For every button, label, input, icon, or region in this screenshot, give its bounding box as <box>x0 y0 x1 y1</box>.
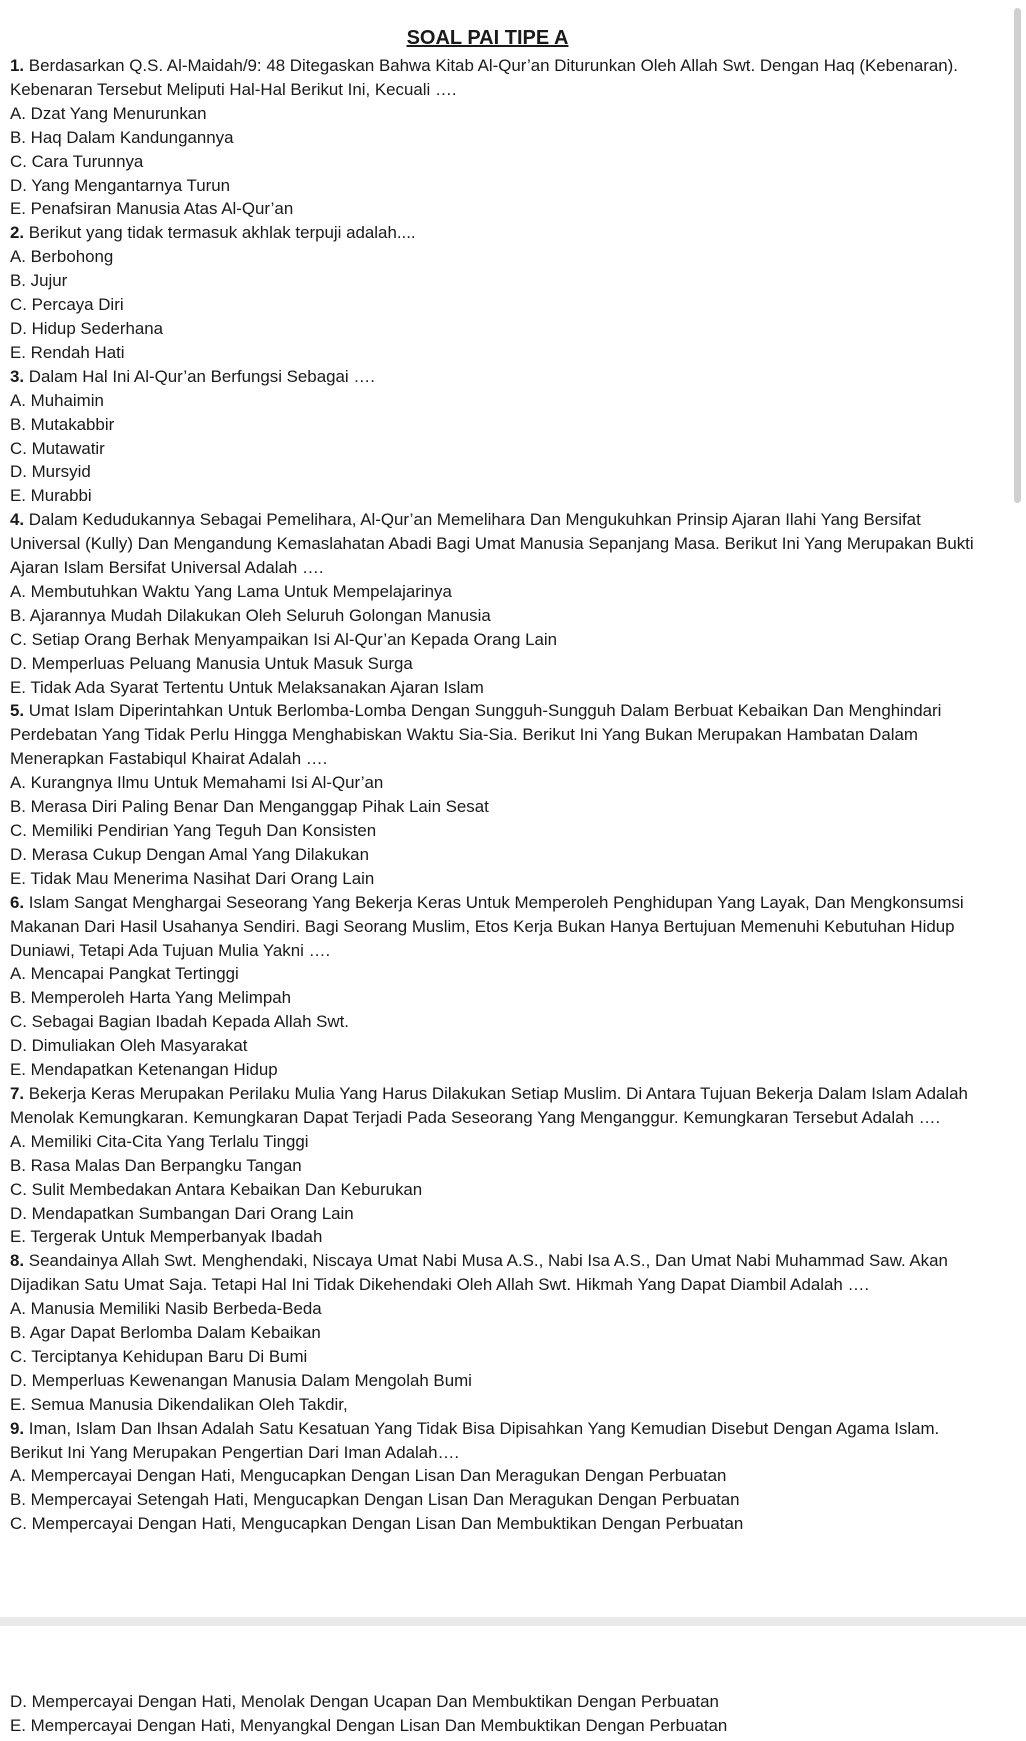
question-block <box>10 54 985 221</box>
answer-option: B. Merasa Diri Paling Benar Dan Menganggap Pihak Lain Sesat <box>10 797 489 817</box>
question-block <box>10 221 985 364</box>
question-block <box>10 699 985 890</box>
answer-option: A. Muhaimin <box>10 390 104 410</box>
answer-option: B. Mempercayai Setengah Hati, Mengucapkan Dengan Lisan Dan Meragukan Dengan Perbuatan <box>10 1490 740 1510</box>
answer-option: D. Merasa Cukup Dengan Amal Yang Dilakukan <box>10 844 369 864</box>
question-text <box>10 699 985 771</box>
question-block <box>10 1249 985 1416</box>
document-continuation <box>10 1690 985 1738</box>
question-stem: Umat Islam Diperintahkan Untuk Berlomba-Lomba Dengan Sungguh-Sungguh Dalam Berbuat Kebaikan Dan Menghindari Perdebatan Yang Tidak Perlu Hingga Menghabiskan Waktu Sia-Sia. Berikut Ini Yang Bukan Merupakan Hambatan Dalam Menerapkan Fastabiqul Khairat Adalah …. <box>10 701 942 769</box>
answer-option: E. Mempercayai Dengan Hati, Menyangkal Dengan Lisan Dan Membuktikan Dengan Perbuatan <box>10 1715 728 1735</box>
question-stem: Dalam Kedudukannya Sebagai Pemelihara, Al-Qur’an Memelihara Dan Mengukuhkan Prinsip Ajaran Ilahi Yang Bersifat Universal (Kully) Dan Mengandung Kemaslahatan Abadi Bagi Umat Manusia Sepanjang Masa. Berikut Ini Yang Merupakan Bukti Ajaran Islam Bersifat Universal Adalah …. <box>10 510 974 578</box>
answer-option: D. Mempercayai Dengan Hati, Menolak Dengan Ucapan Dan Membuktikan Dengan Perbuatan <box>10 1692 719 1711</box>
question-text <box>10 1249 985 1297</box>
answer-option: B. Agar Dapat Berlomba Dalam Kebaikan <box>10 1323 321 1343</box>
answer-option: C. Cara Turunnya <box>10 151 144 171</box>
question-text <box>10 1082 985 1130</box>
answer-option: C. Mempercayai Dengan Hati, Mengucapkan Dengan Lisan Dan Membuktikan Dengan Perbuatan <box>10 1514 744 1534</box>
question-text <box>10 365 985 389</box>
question-number: 2. <box>10 223 25 243</box>
question-text <box>10 508 985 580</box>
question-text <box>10 221 985 245</box>
answer-option: E. Tergerak Untuk Memperbanyak Ibadah <box>10 1227 323 1247</box>
answer-option: D. Dimuliakan Oleh Masyarakat <box>10 1036 248 1056</box>
answer-option: D. Hidup Sederhana <box>10 318 164 338</box>
answer-option: E. Semua Manusia Dikendalikan Oleh Takdir, <box>10 1394 348 1414</box>
answer-option: D. Yang Mengantarnya Turun <box>10 175 231 195</box>
document-body <box>10 24 985 1536</box>
question-stem: Berikut yang tidak termasuk akhlak terpuji adalah.... <box>28 223 416 243</box>
answer-option: D. Memperluas Kewenangan Manusia Dalam Mengolah Bumi <box>10 1370 472 1390</box>
question-stem: Iman, Islam Dan Ihsan Adalah Satu Kesatuan Yang Tidak Bisa Dipisahkan Yang Kemudian Disebut Dengan Agama Islam. Berikut Ini Yang Merupakan Pengertian Dari Iman Adalah…. <box>10 1418 940 1462</box>
question-block <box>10 508 985 699</box>
answer-option: C. Sebagai Bagian Ibadah Kepada Allah Swt. <box>10 1012 349 1032</box>
question-number: 3. <box>10 366 25 386</box>
scrollbar-thumb[interactable] <box>1014 8 1021 503</box>
question-text <box>10 54 985 102</box>
question-number: 9. <box>10 1418 25 1438</box>
answer-option: B. Ajarannya Mudah Dilakukan Oleh Seluruh Golongan Manusia <box>10 605 491 625</box>
question-stem: Bekerja Keras Merupakan Perilaku Mulia Yang Harus Dilakukan Setiap Muslim. Di Antara Tujuan Bekerja Dalam Islam Adalah Menolak Kemungkaran. Kemungkaran Dapat Terjadi Pada Seseorang Yang Menganggur. Kemungkaran Tersebut Adalah …. <box>10 1083 968 1127</box>
page-title: SOAL PAI TIPE A <box>406 27 569 49</box>
answer-option: A. Membutuhkan Waktu Yang Lama Untuk Mempelajarinya <box>10 581 452 601</box>
question-number: 6. <box>10 892 25 912</box>
answer-option: C. Memiliki Pendirian Yang Teguh Dan Konsisten <box>10 821 377 840</box>
continued-option-list <box>10 1690 985 1738</box>
question-block <box>10 1082 985 1249</box>
answer-option: A. Mempercayai Dengan Hati, Mengucapkan Dengan Lisan Dan Meragukan Dengan Perbuatan <box>10 1466 727 1486</box>
question-number: 8. <box>10 1251 25 1271</box>
answer-option: B. Jujur <box>10 271 68 291</box>
answer-option: A. Dzat Yang Menurunkan <box>10 103 207 123</box>
question-text <box>10 1417 985 1465</box>
question-stem: Islam Sangat Menghargai Seseorang Yang Bekerja Keras Untuk Memperoleh Penghidupan Yang Layak, Dan Mengkonsumsi Makanan Dari Hasil Usahanya Sendiri. Bagi Seorang Muslim, Etos Kerja Bukan Hanya Bertujuan Memenuhi Kebutuhan Hidup Duniawi, Tetapi Ada Tujuan Mulia Yakni …. <box>10 892 964 960</box>
answer-option: C. Sulit Membedakan Antara Kebaikan Dan Keburukan <box>10 1179 423 1199</box>
answer-option: B. Mutakabbir <box>10 414 115 434</box>
answer-option: C. Mutawatir <box>10 438 105 458</box>
answer-option: A. Manusia Memiliki Nasib Berbeda-Beda <box>10 1299 322 1319</box>
answer-option: B. Haq Dalam Kandungannya <box>10 127 234 147</box>
question-number: 7. <box>10 1083 25 1103</box>
answer-option: E. Tidak Ada Syarat Tertentu Untuk Melaksanakan Ajaran Islam <box>10 677 484 697</box>
answer-option: D. Mursyid <box>10 462 91 482</box>
answer-option: D. Mendapatkan Sumbangan Dari Orang Lain <box>10 1203 354 1223</box>
answer-option: A. Mencapai Pangkat Tertinggi <box>10 964 239 984</box>
question-number: 5. <box>10 701 25 721</box>
answer-option: D. Memperluas Peluang Manusia Untuk Masuk Surga <box>10 653 413 673</box>
answer-option: A. Memiliki Cita-Cita Yang Terlalu Tinggi <box>10 1131 309 1151</box>
answer-option: A. Berbohong <box>10 247 114 267</box>
answer-option: E. Murabbi <box>10 486 92 506</box>
answer-option: E. Mendapatkan Ketenangan Hidup <box>10 1060 278 1080</box>
answer-option: E. Tidak Mau Menerima Nasihat Dari Orang Lain <box>10 868 375 888</box>
question-block <box>10 1417 985 1537</box>
question-list <box>10 54 985 1536</box>
answer-option: B. Rasa Malas Dan Berpangku Tangan <box>10 1155 302 1175</box>
answer-option: C. Setiap Orang Berhak Menyampaikan Isi Al-Qur’an Kepada Orang Lain <box>10 629 558 649</box>
question-number: 1. <box>10 56 25 75</box>
question-number: 4. <box>10 510 25 530</box>
scrollbar-track[interactable] <box>1010 0 1026 1615</box>
question-text <box>10 891 985 963</box>
question-block <box>10 891 985 1082</box>
answer-option: C. Percaya Diri <box>10 295 124 315</box>
question-stem: Berdasarkan Q.S. Al-Maidah/9: 48 Ditegaskan Bahwa Kitab Al-Qur’an Diturunkan Oleh Allah Swt. Dengan Haq (Kebenaran). Kebenaran Tersebut Meliputi Hal-Hal Berikut Ini, Kecuali …. <box>10 56 958 99</box>
answer-option: B. Memperoleh Harta Yang Melimpah <box>10 988 292 1008</box>
page-break-divider <box>0 1617 1026 1626</box>
answer-option: C. Terciptanya Kehidupan Baru Di Bumi <box>10 1346 308 1366</box>
question-stem: Dalam Hal Ini Al-Qur’an Berfungsi Sebagai …. <box>28 366 375 386</box>
question-block <box>10 365 985 508</box>
question-stem: Seandainya Allah Swt. Menghendaki, Niscaya Umat Nabi Musa A.S., Nabi Isa A.S., Dan Umat Nabi Muhammad Saw. Akan Dijadikan Satu Umat Saja. Tetapi Hal Ini Tidak Dikehendaki Oleh Allah Swt. Hikmah Yang Dapat Diambil Adalah …. <box>10 1251 948 1295</box>
answer-option: A. Kurangnya Ilmu Untuk Memahami Isi Al-Qur’an <box>10 773 384 793</box>
answer-option: E. Rendah Hati <box>10 342 125 362</box>
answer-option: E. Penafsiran Manusia Atas Al-Qur’an <box>10 199 294 219</box>
